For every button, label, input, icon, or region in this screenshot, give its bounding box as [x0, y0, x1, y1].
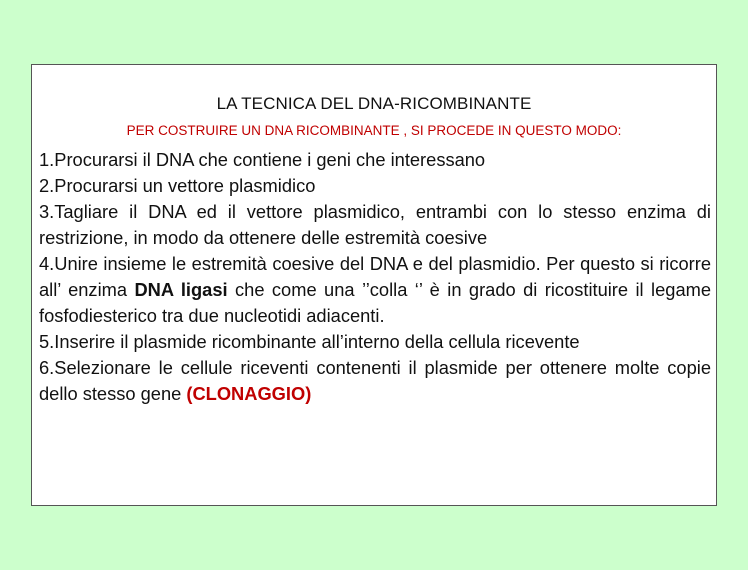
step-4 — [39, 251, 711, 329]
step-5-text: Inserire il plasmide ricombinante all’interno della cellula ricevente — [54, 331, 580, 352]
step-6-highlight: (CLONAGGIO) — [186, 383, 312, 404]
step-3-number: 3. — [39, 201, 55, 222]
content-card — [31, 64, 717, 506]
step-1-text: Procurarsi il DNA che contiene i geni che interessano — [54, 149, 486, 170]
step-3 — [39, 199, 711, 251]
step-1-number: 1. — [39, 149, 55, 170]
step-2-number: 2. — [39, 175, 55, 196]
step-4-number: 4. — [39, 253, 55, 274]
step-2 — [39, 173, 711, 199]
step-3-text: Tagliare il DNA ed il vettore plasmidico, entrambi con lo stesso enzima di restrizione, in modo da ottenere delle estremità coesive — [39, 201, 711, 248]
step-2-text: Procurarsi un vettore plasmidico — [54, 175, 316, 196]
step-4-bold-term: DNA ligasi — [134, 279, 228, 300]
step-6-text: Selezionare le cellule riceventi contenenti il plasmide per ottenere molte copie dello stesso gene — [39, 357, 711, 404]
step-4-text-before: Unire insieme le estremità coesive del DNA e del plasmidio. Per questo si ricorre all’ enzima — [39, 253, 711, 300]
step-5 — [39, 329, 711, 355]
page-title: LA TECNICA DEL DNA-RICOMBINANTE — [216, 94, 532, 113]
step-1 — [39, 147, 711, 173]
step-6 — [39, 355, 711, 407]
step-5-number: 5. — [39, 331, 55, 352]
step-4-text-after: che come una ’’colla ‘’ è in grado di ricostituire il legame fosfodiesterico tra due nucleotidi adiacenti. — [39, 279, 712, 326]
step-6-number: 6. — [39, 357, 55, 378]
subtitle: PER COSTRUIRE UN DNA RICOMBINANTE , SI PROCEDE IN QUESTO MODO: — [126, 123, 622, 138]
steps-list — [39, 147, 711, 407]
